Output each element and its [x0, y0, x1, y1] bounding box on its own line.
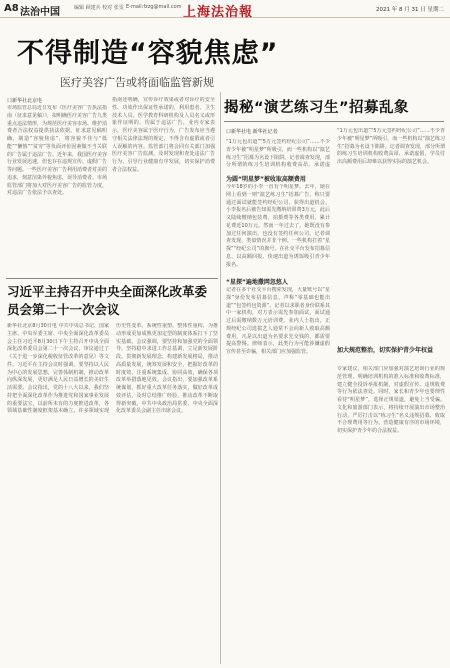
article3-rule	[224, 121, 444, 122]
editor-line: 编辑 顾建兵 校对 张雯	[74, 5, 124, 11]
email-line: E-mail:fzzg@mail.com	[126, 4, 182, 10]
article1-byline: 口新华社北京电	[7, 98, 43, 104]
article3-lead: “1万元包出道”“5万元签约经纪公司”……不少青少年被“明星梦”所吸引，而一些机构以“演艺练习生”招募为名设下陷阱。记者调查发现，部分所谓的练习生培训机构收费高昂、承诺虚	[226, 139, 330, 169]
article1-title: 不得制造“容貌焦虑”	[17, 38, 279, 69]
article-divider	[6, 278, 218, 279]
article3-byline: 口新华社电 新华社记者	[226, 129, 278, 135]
article3-title: 揭秘“演艺练习生”招募乱象	[224, 100, 410, 116]
article3-section-2: 记者在多个社交平台搜索发现，大量账号以“星探”身份发布招募信息，声称“零基础也能出道”“包签约包资源”。记者以求职者身份联系其中一家机构，对方表示需先参加面试，面试通过后需缴纳数万元培训费。业内人士指出，正规经纪公司选拔艺人通常不会向新人收取高额费用，凡是以出道为名要求先交钱的，都需要提高警惕。律师表示，此类行为可能涉嫌虚假宣传甚至诈骗，相关部门应加强监管。	[226, 287, 330, 355]
article3-subhead-1: 为圆“明星梦”被收取高额费用	[226, 176, 306, 183]
article3-section-3: 专家建议，相关部门应加强对演艺培训行业的规范管理，明确培训机构的准入标准和收费标准，建立健全投诉举报机制，对虚假宣传、违规收费等行为依法查处。同时，家长和青少年也要理性看待“明星梦”，选择正规渠道，避免上当受骗。文化和旅游部门表示，将持续开展演出市场整治行动，严厉打击以“练习生”名义违规招募、收取不合理费用等行为，营造健康有序的市场环境，切实保护青少年的合法权益。	[337, 366, 445, 434]
article3-column-3-top: “1万元包出道”“5万元签约经纪公司”……不少青少年被“明星梦”所吸引，而一些机构以“演艺练习生”招募为名设下陷阱。记者调查发现，部分所谓的练习生培训机构收费高昂、承诺虚假，学员付出高额费用后却难以获得实际的演艺机会。	[337, 128, 445, 165]
issue-date: 2021 年 8 月 31 日 星期二	[376, 7, 444, 13]
article3-subhead-2: “星探”遍地撒网忽悠人	[226, 279, 288, 286]
article2-title: 习近平主持召开中央全面深化改革委员会第二十一次会议	[7, 284, 208, 317]
article1-subtitle: 医疗美容广告或将面临监管新规	[60, 76, 214, 89]
newspaper-brand: 上海法治報	[183, 5, 254, 20]
column-divider	[220, 92, 221, 664]
article3-section-1: 今年18岁的小李一直有个明星梦。去年，她在网上看到一则“演艺练习生”招募广告，称只要通过面试就能签约经纪公司，获得出道机会。小李报名后被告知需先缴纳培训费3万元，此后又陆续缴纳包装费、拍摄费等各类费用，累计花费近10万元。然而一年过去了，她既没有参加过任何演出，也没有签约任何公司。记者调查发现，类似情况并非个例。一些机构打着“星探”“经纪公司”的旗号，在社交平台发布招募信息，以高额回报、快速出道为诱饵吸引青少年报名。	[226, 184, 330, 268]
article1-column-2: 指南还明确，宣传诊疗效果或者对诊疗的安全性、功效作出保证性承诺的，利用患者、卫生技术人员、医学教育科研机构及人员名义或形象作证明的，均属于违法广告。业内专家表示，医疗美容属于医疗行为，广告发布应当遵守相关法律法规的规定，不得含有虚假或者引人误解的内容。监管部门将会同有关部门加强医疗美容广告监测，及时发现和查处违法广告行为，引导行业健康有序发展，切实保护消费者合法权益。	[112, 97, 215, 173]
masthead	[0, 0, 450, 18]
article3-subhead-3: 加大规范整治，切实保护青少年权益	[337, 347, 434, 354]
page-number: A8	[4, 3, 19, 14]
article2-body: 新华社北京8月30日电 中共中央总书记、国家主席、中央军委主席、中央全面深化改革委员会主任习近平8月30日下午主持召开中央全面深化改革委员会第二十一次会议，审议通过了《关于进一步深化税收征管改革的意见》等文件。习近平在主持会议时强调，要坚持以人民为中心的发展思想，完善体制机制，推动改革向纵深发展，更好满足人民日益增长的美好生活需要。会议指出，党的十八大以来，我们坚持把全面深化改革作为推进党和国家事业发展的重要法宝，以前所未有的力度推进改革，各领域基础性制度框架基本确立，许多领域实现历史性变革、系统性重塑、整体性重构，为推动形成更加成熟更加定型的制度体系打下了坚实基础。会议强调，要坚持和加强党的全面领导，坚持稳中求进工作总基调，立足新发展阶段、贯彻新发展理念、构建新发展格局，推动高质量发展，统筹发展和安全，把握好改革的时度效，注重系统集成、协同高效，确保各项改革举措落地见效。会议指出，要加强改革系统谋划，抓好重大改革任务落实，做好改革成效评估，及时总结推广经验，推动改革不断取得新突破。中共中央政治局常委、中央全面深化改革委员会副主任出席会议。	[7, 323, 218, 415]
article1-column-1: 市场监管总局近日发布《医疗美容广告执法指南（征求意见稿）》，拟明确医疗美容广告九类重点违法情形，为规范医疗美容市场、维护消费者合法权益提供执法依据。征求意见稿明确，制造“容貌焦虑”，将容貌不佳与“低能”“懒惰”“贫穷”等负面评价因素做不当关联的广告属于违法广告。近年来，我国医疗美容行业发展迅速，但也存在违规宣传、虚假广告等问题。一些医疗美容广告利用消费者对美的追求，刻意渲染外貌焦虑，误导消费者。市场监管部门将加大对医疗美容广告的监管力度，对违法广告依法予以查处。	[7, 105, 107, 197]
section-name: 法治中国	[20, 7, 60, 18]
